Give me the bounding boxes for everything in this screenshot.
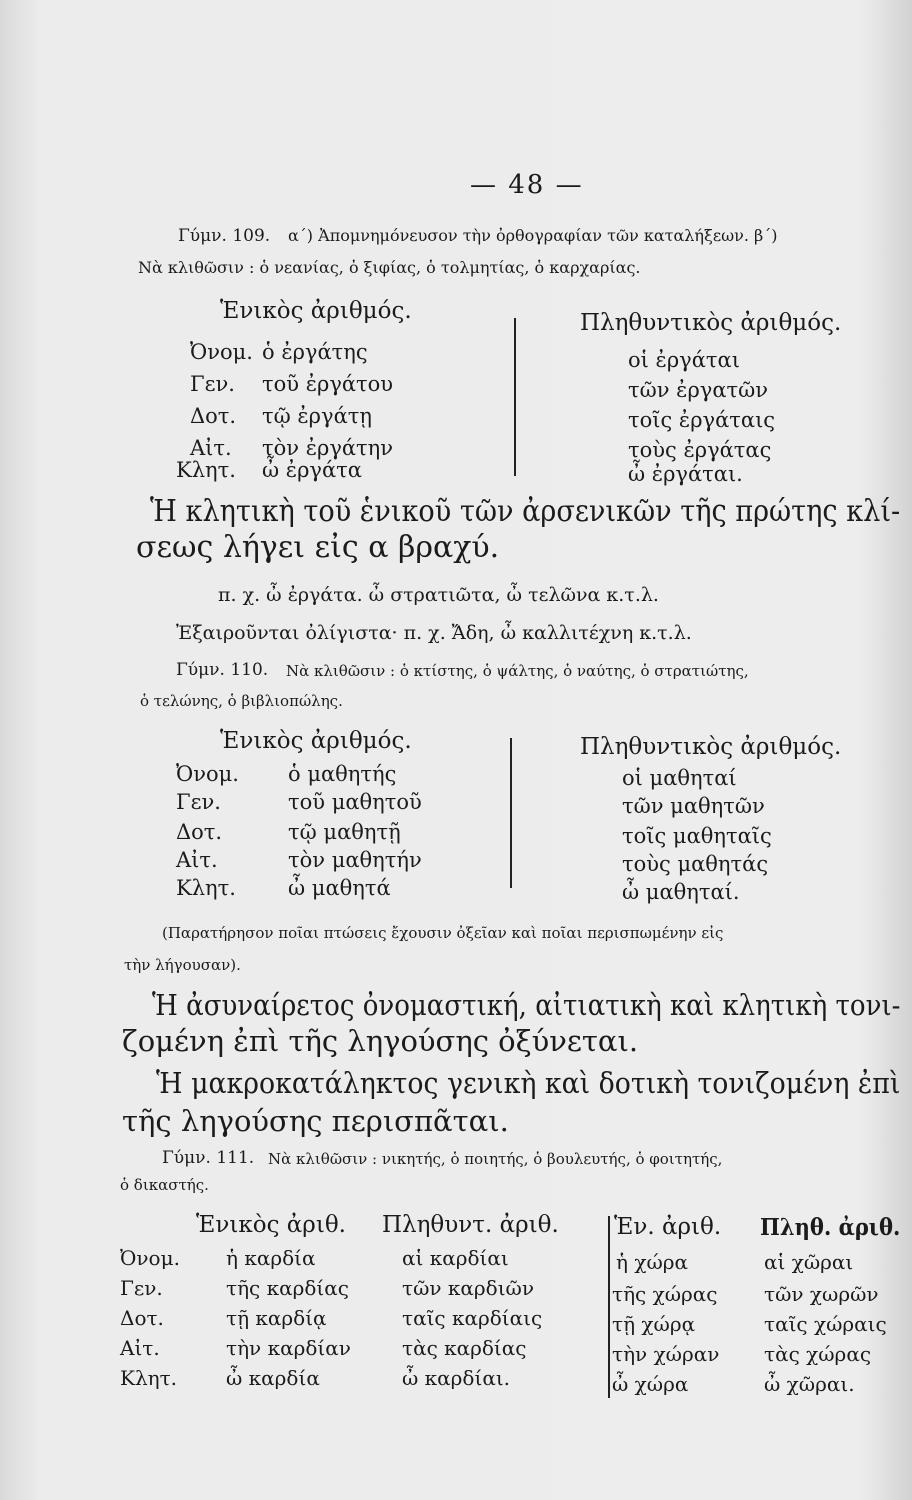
table3-case: Αἰτ. <box>120 1336 160 1360</box>
table3-header-singular-2: Ἑν. ἀριθ. <box>614 1214 722 1240</box>
table2-singular-cell: ὦ μαθητά <box>288 876 391 900</box>
table2-singular-header: Ἑνικὸς ἀριθμός. <box>220 728 412 754</box>
exercise-111-line1: Νὰ κλιθῶσιν : νικητής, ὁ ποιητής, ὁ βουλευτής, ὁ φοιτητής, <box>268 1150 723 1168</box>
table2-singular-cell: ὁ μαθητής <box>288 762 397 786</box>
table3-case: Δοτ. <box>120 1306 164 1330</box>
table3-cell-chora-plur: ὦ χῶραι. <box>764 1372 855 1396</box>
exercise-111-label: Γύμν. 111. <box>162 1148 255 1168</box>
table1-plural-header: Πληθυντικὸς ἀριθμός. <box>580 310 842 336</box>
table3-cell-chora-plur: τῶν χωρῶν <box>764 1282 879 1306</box>
table3-cell-chora-sing: τῇ χώρᾳ <box>612 1312 696 1336</box>
table1-plural-cell: οἱ ἐργάται <box>628 348 740 372</box>
exercise-111-line2: ὁ δικαστής. <box>120 1176 209 1194</box>
table1-singular-cell: τοῦ ἐργάτου <box>262 372 394 396</box>
table2-singular-cell: τῷ μαθητῇ <box>288 820 401 844</box>
table3-cell-chora-plur: αἱ χῶραι <box>764 1250 854 1274</box>
table3-cell-chora-sing: ἡ χώρα <box>616 1250 689 1274</box>
table3-cell-kardia-plur: ὦ καρδίαι. <box>402 1366 511 1390</box>
rule2-line1: Ἡ ἀσυναίρετος ὀνομαστική, αἰτιατικὴ καὶ κλητικὴ τονι- <box>152 988 901 1022</box>
table1-case: Κλητ. <box>176 458 236 482</box>
rule2-line2: ζομένη ἐπὶ τῆς ληγούσης ὀξύνεται. <box>122 1024 639 1058</box>
table2-case: Δοτ. <box>176 820 223 844</box>
table1-singular-cell: ὦ ἐργάτα <box>262 458 362 482</box>
exercise-110-label: Γύμν. 110. <box>176 660 269 680</box>
table2-case: Γεν. <box>176 790 221 814</box>
table1-plural-cell: ὦ ἐργάται. <box>628 462 743 486</box>
table3-cell-kardia-plur: αἱ καρδίαι <box>402 1246 509 1270</box>
table2-case: Αἰτ. <box>176 848 218 872</box>
table3-cell-chora-plur: ταῖς χώραις <box>764 1312 887 1336</box>
table1-case: Γεν. <box>190 372 235 396</box>
rule1-line1: Ἡ κλητικὴ τοῦ ἑνικοῦ τῶν ἀρσενικῶν τῆς πρώτης κλί- <box>150 494 901 529</box>
table3-case: Γεν. <box>120 1276 163 1300</box>
table1-plural-cell: τοὺς ἐργάτας <box>628 438 772 462</box>
rule3-line1: Ἡ μακροκατάληκτος γενικὴ καὶ δοτικὴ τονιζομένη ἐπὶ <box>156 1066 901 1100</box>
exercise-110-line1: Νὰ κλιθῶσιν : ὁ κτίστης, ὁ ψάλτης, ὁ ναύτης, ὁ στρατιώτης, <box>286 662 749 680</box>
table1-case: Αἰτ. <box>190 436 232 460</box>
table3-case: Ὀνομ. <box>120 1246 180 1270</box>
table2-plural-cell: τοῖς μαθηταῖς <box>622 824 772 848</box>
table2-singular-cell: τὸν μαθητήν <box>288 848 422 872</box>
table3-cell-kardia-sing: τῇ καρδίᾳ <box>226 1306 327 1330</box>
table3-cell-kardia-plur: τὰς καρδίας <box>402 1336 527 1360</box>
table1-case: Δοτ. <box>190 404 237 428</box>
exercise-109-line1: α΄) Ἀπομνημόνευσον τὴν ὀρθογραφίαν τῶν καταλήξεων. β΄) <box>288 226 778 245</box>
table1-plural-cell: τοῖς ἐργάταις <box>628 408 776 432</box>
table2-plural-cell: τῶν μαθητῶν <box>622 794 765 818</box>
table3-cell-kardia-sing: ἡ καρδία <box>226 1246 316 1270</box>
table2-plural-cell: ὦ μαθηταί. <box>622 880 740 904</box>
table3-cell-chora-sing: τῆς χώρας <box>612 1282 718 1306</box>
table3-cell-kardia-plur: τῶν καρδιῶν <box>402 1276 535 1300</box>
page-number: — 48 — <box>470 170 584 200</box>
exercise-110-line2: ὁ τελώνης, ὁ βιβλιοπώλης. <box>140 692 343 710</box>
table1-singular-header: Ἑνικὸς ἀριθμός. <box>220 298 412 324</box>
note-line1: (Παρατήρησον ποῖαι πτώσεις ἔχουσιν ὀξεῖαν καὶ ποῖαι περισπωμένην εἰς <box>162 924 724 942</box>
table1-singular-cell: ὁ ἐργάτης <box>262 340 368 364</box>
table3-cell-chora-sing: τὴν χώραν <box>612 1342 720 1366</box>
examples-line: π. χ. ὦ ἐργάτα. ὦ στρατιῶτα, ὦ τελῶνα κ.τ.λ. <box>218 584 659 606</box>
table3-case: Κλητ. <box>120 1366 178 1390</box>
table1-divider <box>514 318 516 476</box>
table3-cell-kardia-sing: τὴν καρδίαν <box>226 1336 351 1360</box>
exceptions-line: Ἐξαιροῦνται ὀλίγιστα· π. χ. Ἄδη, ὦ καλλιτέχνη κ.τ.λ. <box>176 622 692 644</box>
table2-plural-cell: τοὺς μαθητάς <box>622 852 769 876</box>
table2-case: Κλητ. <box>176 876 236 900</box>
table3-header-plural-2: Πληθ. ἀριθ. <box>760 1214 901 1241</box>
table3-divider <box>608 1216 610 1398</box>
table3-header-plural: Πληθυντ. ἀριθ. <box>382 1212 559 1238</box>
table3-cell-kardia-sing: τῆς καρδίας <box>226 1276 349 1300</box>
table1-case: Ὀνομ. <box>190 340 253 364</box>
table3-header-singular: Ἑνικὸς ἀριθ. <box>196 1212 346 1238</box>
table3-cell-chora-plur: τὰς χώρας <box>764 1342 872 1366</box>
exercise-109-line2: Νὰ κλιθῶσιν : ὁ νεανίας, ὁ ξιφίας, ὁ τολμητίας, ὁ καρχαρίας. <box>138 258 641 277</box>
rule3-line2: τῆς ληγούσης περισπᾶται. <box>122 1104 509 1138</box>
table3-cell-kardia-plur: ταῖς καρδίαις <box>402 1306 543 1330</box>
table2-case: Ὀνομ. <box>176 762 239 786</box>
table1-singular-cell: τὸν ἐργάτην <box>262 436 394 460</box>
table3-cell-kardia-sing: ὦ καρδία <box>226 1366 320 1390</box>
rule1-line2: σεως λήγει εἰς α βραχύ. <box>136 530 500 565</box>
table2-plural-header: Πληθυντικὸς ἀριθμός. <box>580 734 842 760</box>
table2-divider <box>510 738 512 888</box>
exercise-109-label: Γύμν. 109. <box>178 226 271 246</box>
table3-cell-chora-sing: ὦ χώρα <box>612 1372 689 1396</box>
table2-singular-cell: τοῦ μαθητοῦ <box>288 790 422 814</box>
table1-plural-cell: τῶν ἐργατῶν <box>628 378 769 402</box>
note-line2: τὴν λήγουσαν). <box>124 956 241 974</box>
table1-singular-cell: τῷ ἐργάτῃ <box>262 404 372 428</box>
table2-plural-cell: οἱ μαθηταί <box>622 766 737 790</box>
